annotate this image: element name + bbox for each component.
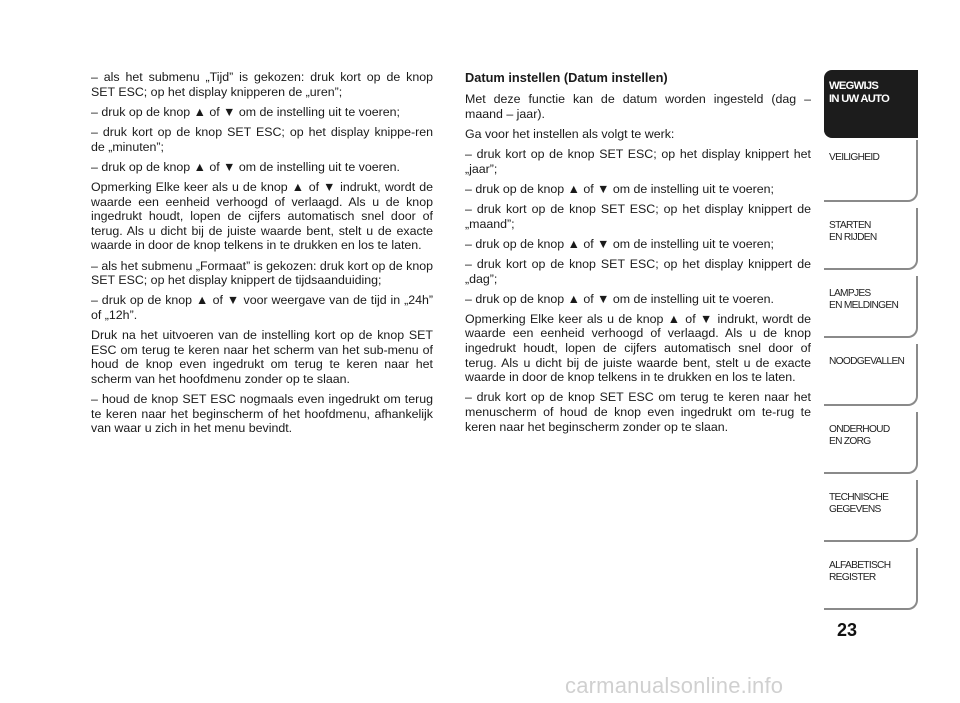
paragraph: – als het submenu „Formaat” is gekozen: druk kort op de knop SET ESC; op het display knippert de tijdsaanduiding;: [91, 258, 433, 288]
paragraph: – houd de knop SET ESC nogmaals even ingedrukt om terug te keren naar het beginscherm of het hoofdmenu, afhankelijk van waar u zich in het menu bevindt.: [91, 392, 433, 436]
tab-label: VEILIGHEID: [829, 152, 880, 163]
tab-starten-en-rijden[interactable]: [824, 208, 918, 270]
chapter-tabs: [824, 70, 918, 616]
tab-veiligheid[interactable]: [824, 140, 918, 202]
tab-technische-gegevens[interactable]: [824, 480, 918, 542]
paragraph: Ga voor het instellen als volgt te werk:: [465, 126, 675, 141]
page-number: 23: [836, 620, 858, 640]
tab-label: ONDERHOUD EN ZORG: [829, 424, 890, 447]
left-text-column: [91, 70, 433, 441]
paragraph: – druk op de knop ▲ of ▼ om de instelling uit te voeren.: [465, 291, 774, 306]
paragraph: – druk kort op de knop SET ESC om terug te keren naar het menuscherm of houd de knop even ingedrukt om te-rug te keren naar het beginscherm zonder op te slaan.: [465, 390, 811, 434]
tab-label: WEGWIJS IN UW AUTO: [829, 80, 890, 105]
paragraph: – druk op de knop ▲ of ▼ om de instelling uit te voeren;: [465, 236, 774, 251]
tab-label: NOODGEVALLEN: [829, 356, 905, 367]
section-heading: Datum instellen (Datum instellen): [465, 70, 668, 85]
note-paragraph: Opmerking Elke keer als u de knop ▲ of ▼ indrukt, wordt de waarde een eenheid verhoogd of verlaagd. Als u de knop ingedrukt houdt, lopen de cijfers automatisch snel door of terug. Als u dicht bij de juiste waarde bent, stelt u de exacte waarde in door de knop telkens in te drukken en los te laten.: [91, 179, 433, 253]
paragraph: – als het submenu „Tijd” is gekozen: druk kort op de knop SET ESC; op het display knipperen de „uren”;: [91, 70, 433, 99]
tab-onderhoud-en-zorg[interactable]: [824, 412, 918, 474]
tab-label: TECHNISCHE GEGEVENS: [829, 492, 889, 515]
tab-noodgevallen[interactable]: [824, 344, 918, 406]
tab-wegwijs-in-uw-auto[interactable]: [824, 70, 918, 138]
paragraph: – druk kort op de knop SET ESC; op het display knippert het „jaar”;: [465, 146, 811, 176]
paragraph: – druk kort op de knop SET ESC; op het display knippert de „maand”;: [465, 201, 811, 231]
note-paragraph: Opmerking Elke keer als u de knop ▲ of ▼ indrukt, wordt de waarde een eenheid verhoogd of verlaagd. Als u de knop ingedrukt houdt, lopen de cijfers automatisch snel door of terug. Als u dicht bij de juiste waarde bent, stelt u de exacte waarde in door de knop telkens in te drukken en los te laten.: [465, 311, 811, 385]
paragraph: – druk kort op de knop SET ESC; op het display knippert de „dag”;: [465, 256, 811, 286]
tab-label: LAMPJES EN MELDINGEN: [829, 288, 899, 311]
paragraph: Met deze functie kan de datum worden ingesteld (dag – maand – jaar).: [465, 92, 811, 121]
paragraph: – druk kort op de knop SET ESC; op het display knippe-ren de „minuten”;: [91, 124, 433, 154]
paragraph: – druk op de knop ▲ of ▼ voor weergave van de tijd in „24h” of „12h”.: [91, 293, 433, 322]
right-text-column: [465, 70, 811, 440]
paragraph: – druk op de knop ▲ of ▼ om de instelling uit te voeren;: [465, 181, 774, 196]
paragraph: – druk op de knop ▲ of ▼ om de instelling uit te voeren;: [91, 104, 400, 119]
tab-alfabetisch-register[interactable]: [824, 548, 918, 610]
tab-label: STARTEN EN RIJDEN: [829, 220, 877, 243]
tab-label: ALFABETISCH REGISTER: [829, 560, 891, 583]
paragraph: – druk op de knop ▲ of ▼ om de instelling uit te voeren.: [91, 159, 400, 174]
watermark: carmanualsonline.info: [565, 673, 784, 698]
paragraph: Druk na het uitvoeren van de instelling kort op de knop SET ESC om terug te keren naar het scherm van het sub-menu of houd de knop even ingedrukt om terug te keren naar het scherm van het hoofdmenu zonder op te slaan.: [91, 328, 433, 386]
tab-lampjes-en-meldingen[interactable]: [824, 276, 918, 338]
